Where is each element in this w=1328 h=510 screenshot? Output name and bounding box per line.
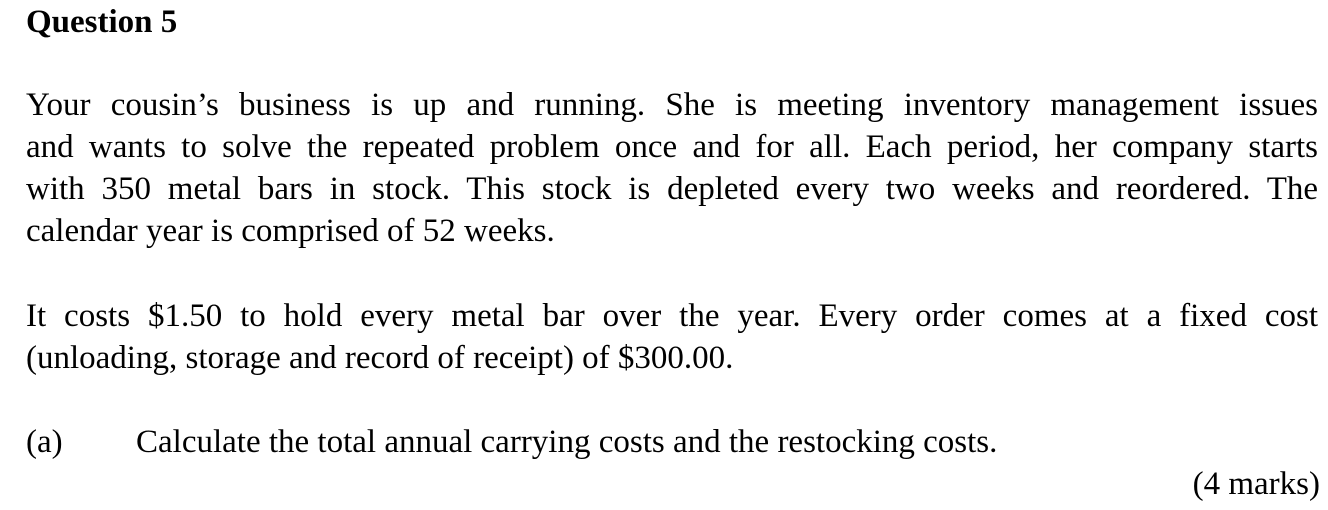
paragraph-line: (unloading, storage and record of receipt) of $300.00.: [26, 340, 734, 376]
part-a-marks: (4 marks): [1192, 466, 1320, 502]
paragraph-line: It costs $1.50 to hold every metal bar over the year. Every order comes at a fixed cost: [26, 298, 1318, 334]
paragraph-line: Your cousin’s business is up and running. She is meeting inventory management issues: [26, 87, 1318, 123]
cost-paragraph: [26, 295, 1318, 379]
paragraph-line: calendar year is comprised of 52 weeks.: [26, 213, 555, 249]
paragraph-line: and wants to solve the repeated problem once and for all. Each period, her company starts: [26, 129, 1318, 165]
part-a-text: Calculate the total annual carrying costs and the restocking costs.: [136, 424, 998, 460]
part-a-label: (a): [26, 424, 63, 460]
paragraph-line: with 350 metal bars in stock. This stock is depleted every two weeks and reordered. The: [26, 171, 1318, 207]
scenario-paragraph: [26, 84, 1318, 252]
question-heading: Question 5: [26, 4, 178, 40]
